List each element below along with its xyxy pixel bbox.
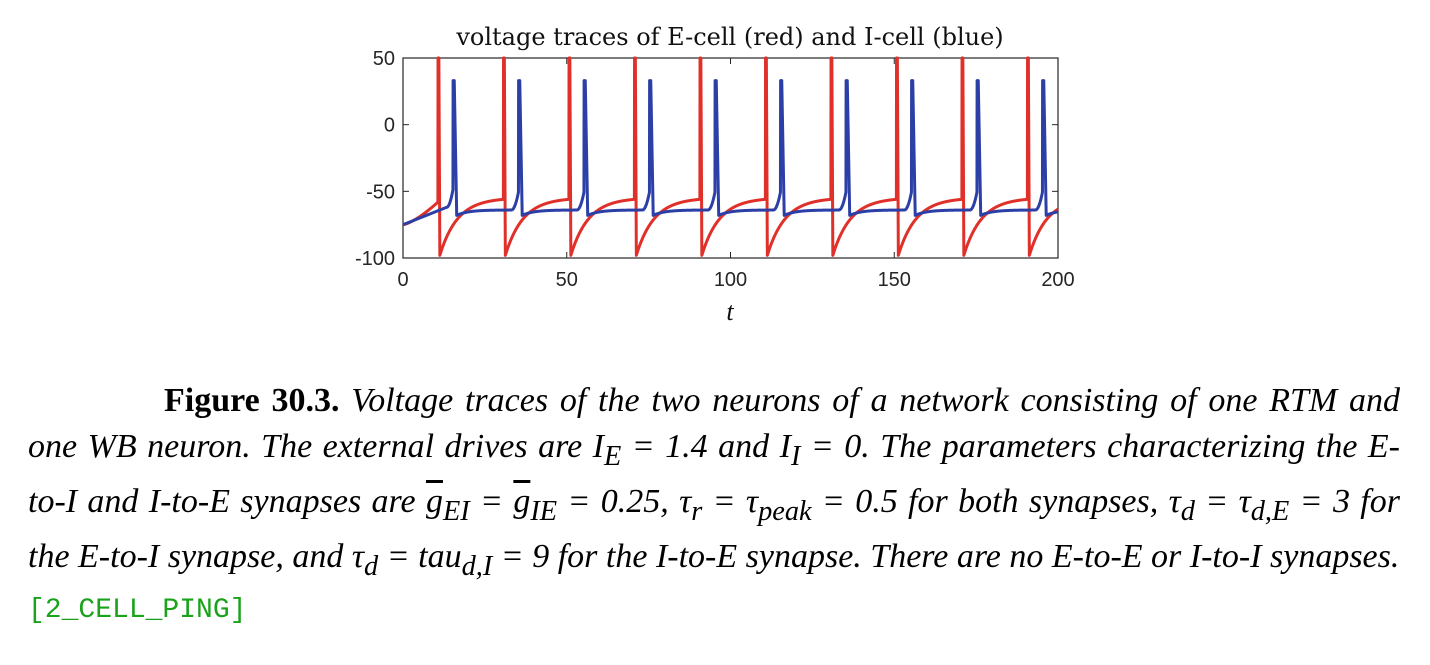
x-tick-label: 150 — [877, 269, 911, 291]
x-tick-labels — [397, 269, 1074, 291]
code-reference-link[interactable]: [2_CELL_PING] — [28, 595, 247, 627]
x-tick-label: 200 — [1041, 269, 1075, 291]
y-tick-label: -50 — [366, 181, 395, 204]
figure-caption — [28, 378, 1400, 631]
e-cell-trace — [403, 58, 1058, 255]
figure-label: Figure 30.3. — [164, 382, 340, 419]
plot-area-frame — [403, 58, 1058, 258]
i-cell-trace — [403, 81, 1058, 225]
chart-title: voltage traces of E-cell (red) and I-cell (blue) — [456, 23, 1004, 51]
y-tick-labels — [355, 48, 395, 270]
x-tick-label: 100 — [713, 269, 748, 291]
x-tick-label: 0 — [397, 269, 409, 291]
y-tick-label: -100 — [354, 248, 395, 270]
x-axis-label: t — [726, 297, 734, 326]
figure-caption-text: Voltage traces of the two neurons of a network consisting of one RTM and one WB neuron. The external drives are $I_E = 1.4$ and $I_I = 0$. The parameters characterizing the E-to-I and I-to-E synapses are $\overline{g}_{EI} = \overline{g}_{IE} = 0.25$, $\tau_r = \tau_{peak} = 0.5$ for both synapses, $\tau_d = \tau_{d,E} = 3$ for the E-to-I synapse, and $\tau_d = tau_{d,I} = 9$ for the I-to-E synapse. There are no E-to-E or I-to-I synapses. — [28, 382, 1401, 582]
y-tick-label: 50 — [372, 48, 395, 70]
axis-ticks — [403, 58, 1058, 258]
y-tick-label: 0 — [383, 114, 395, 137]
traces — [403, 58, 1058, 255]
x-tick-label: 50 — [555, 269, 578, 291]
